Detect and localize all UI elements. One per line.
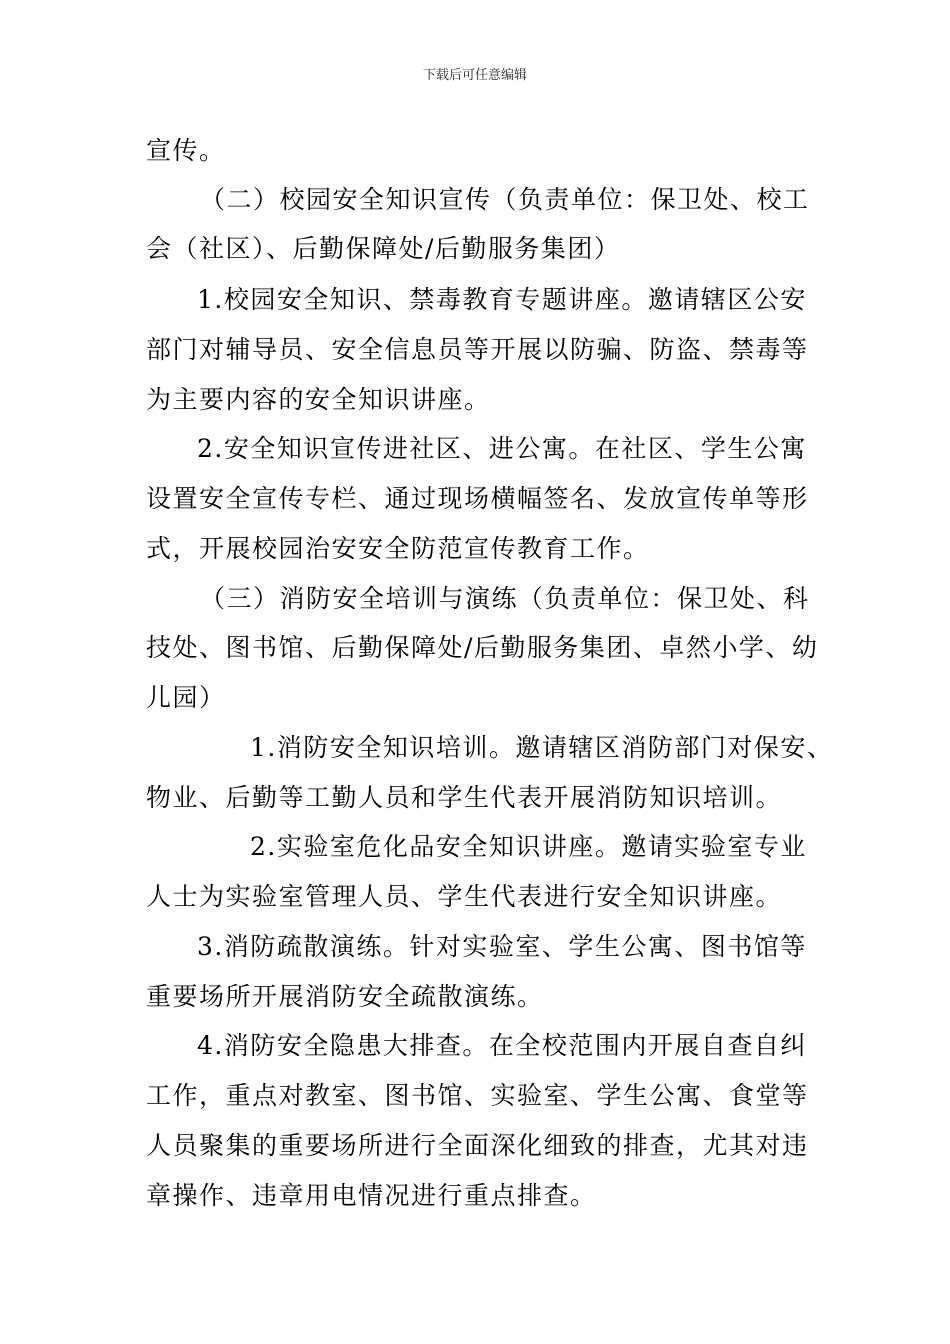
text-line: 2.实验室危化品安全知识讲座。邀请实验室专业	[250, 832, 807, 861]
text-line: （三）消防安全培训与演练（负责单位：保卫处、科	[200, 584, 810, 613]
text-line: 部门对辅导员、安全信息员等开展以防骗、防盗、禁毒等	[146, 335, 809, 364]
text-line: 物业、后勤等工勤人员和学生代表开展消防知识培训。	[146, 783, 783, 812]
text-line: 人员聚集的重要场所进行全面深化细致的排查，尤其对违	[146, 1131, 809, 1160]
text-line: 为主要内容的安全知识讲座。	[146, 385, 491, 414]
text-line: 章操作、违章用电情况进行重点排查。	[146, 1181, 597, 1210]
page-header: 下载后可任意编辑	[422, 68, 527, 83]
text-line: 儿园）	[146, 683, 226, 712]
text-line: 设置安全宣传专栏、通过现场横幅签名、发放宣传单等形	[146, 484, 809, 513]
text-line: 3.消防疏散演练。针对实验室、学生公寓、图书馆等	[197, 932, 807, 961]
text-line: 2.安全知识宣传进社区、进公寓。在社区、学生公寓	[197, 434, 807, 463]
text-line: 4.消防安全隐患大排查。在全校范围内开展自查自纠	[197, 1031, 807, 1060]
text-line: 工作，重点对教室、图书馆、实验室、学生公寓、食堂等	[146, 1081, 809, 1110]
text-line: 宣传。	[146, 136, 226, 165]
text-line: 会（社区）、后勤保障处/后勤服务集团）	[146, 234, 621, 263]
text-line: 1.校园安全知识、禁毒教育专题讲座。邀请辖区公安	[197, 285, 807, 314]
text-line: 人士为实验室管理人员、学生代表进行安全知识讲座。	[146, 882, 783, 911]
text-line: 重要场所开展消防安全疏散演练。	[146, 982, 544, 1011]
text-line: 式，开展校园治安安全防范宣传教育工作。	[146, 534, 650, 563]
text-line: 1.消防安全知识培训。邀请辖区消防部门对保安、	[250, 733, 834, 762]
text-line: （二）校园安全知识宣传（负责单位：保卫处、校工	[200, 185, 810, 214]
text-line: 技处、图书馆、后勤保障处/后勤服务集团、卓然小学、幼	[146, 633, 819, 662]
